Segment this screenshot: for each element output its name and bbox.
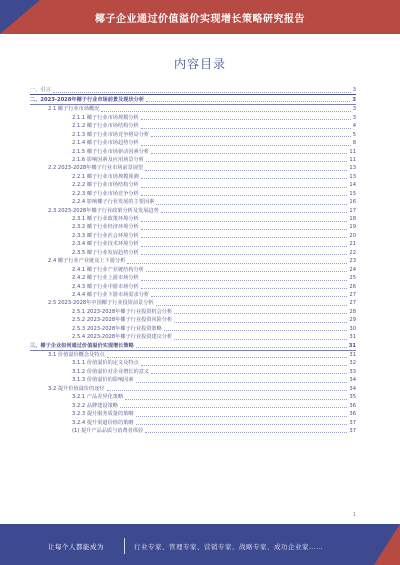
toc-entry[interactable]	[30, 86, 356, 95]
toc-entry-page: 36	[349, 402, 356, 409]
footer-bar	[0, 524, 400, 565]
toc-entry-label: 2.3.4 椰子行业技术环境分析	[72, 241, 139, 248]
toc-entry-label: 二、2023-2028年椰子行业市场前景及现状分析	[30, 96, 145, 103]
toc-entry[interactable]	[30, 248, 356, 256]
toc-leader-dots	[101, 111, 350, 112]
toc-entry-page: 32	[349, 360, 356, 367]
toc-leader-dots	[146, 101, 350, 102]
toc-entry-page: 11	[349, 148, 356, 155]
toc-leader-dots	[151, 296, 347, 297]
toc-leader-dots	[146, 271, 347, 272]
footer-corner-accent	[374, 524, 400, 565]
toc-entry-page: 15	[349, 190, 356, 197]
toc-entry-label: 2.3.3 椰子行业社会环境分析	[72, 232, 139, 239]
toc-leader-dots	[136, 382, 348, 383]
toc-entry[interactable]	[30, 198, 356, 206]
toc-entry-label: 3.1.3 价值溢价的影响因素	[72, 377, 134, 384]
toc-entry[interactable]	[30, 231, 356, 239]
toc-entry[interactable]	[30, 427, 356, 435]
toc-entry-page: 5	[352, 131, 356, 138]
toc-entry[interactable]	[30, 384, 356, 392]
toc-leader-dots	[156, 204, 347, 205]
toc-entry-page: 8	[352, 140, 356, 147]
toc-entry-label: 2.4.4 椰子行业下游市场需求分析	[72, 291, 150, 298]
toc-entry-page: 27	[349, 291, 356, 298]
toc-leader-dots	[174, 322, 347, 323]
toc-entry-page: 11	[349, 156, 356, 163]
toc-leader-dots	[141, 254, 348, 255]
toc-entry-page: 36	[349, 411, 356, 418]
toc-entry-label: 2.1.4 椰子行业市场趋势分析	[72, 140, 139, 147]
toc-entry[interactable]	[30, 401, 356, 409]
toc-entry[interactable]	[30, 257, 356, 265]
toc-entry-label: 3.1.2 价值溢价对企业增长的意义	[72, 368, 150, 375]
footer-slogan: 让每个人都能成为	[48, 543, 104, 551]
toc-entry-page: 13	[349, 173, 356, 180]
toc-entry-label: 3.2.1 产品差异化策略	[72, 394, 124, 401]
toc-entry[interactable]	[30, 265, 356, 273]
toc-entry-page: 3	[352, 106, 356, 113]
toc-entry[interactable]	[30, 156, 356, 164]
toc-entry[interactable]	[30, 282, 356, 290]
toc-entry-label: 2.1.5 椰子行业市场驱动因素分析	[72, 148, 150, 155]
toc-leader-dots	[146, 161, 347, 162]
toc-entry[interactable]	[30, 181, 356, 189]
toc-entry-label: (1) 提升产品品质与消费者体验	[72, 427, 144, 434]
toc-leader-dots	[141, 145, 351, 146]
toc-entry-page: 14	[349, 182, 356, 189]
toc-entry-label: 三、椰子企业如何通过价值溢价实现增长策略	[30, 342, 134, 349]
toc-entry-label: 一、引言	[30, 87, 51, 94]
toc-leader-dots	[161, 212, 348, 213]
toc-entry-label: 2.2.2 椰子行业市场结构分析	[72, 182, 139, 189]
toc-leader-dots	[136, 424, 348, 425]
toc-entry-label: 2.5.2 2023-2028年椰子行业投资风险分析	[72, 317, 173, 324]
toc-leader-dots	[174, 313, 347, 314]
toc-leader-dots	[141, 195, 348, 196]
toc-entry-label: 3.1 价值溢价概念及特点	[48, 352, 105, 358]
toc-entry-page: 24	[349, 266, 356, 273]
toc-entry-page: 3	[352, 96, 356, 103]
toc-entry[interactable]	[30, 122, 356, 130]
toc-leader-dots	[174, 339, 347, 340]
toc-heading: 内容目录	[173, 57, 226, 71]
toc-entry[interactable]	[30, 215, 356, 223]
toc-entry[interactable]	[30, 95, 356, 104]
toc-entry-label: 3.2.4 提升渠道价值的策略	[72, 419, 134, 426]
toc-entry[interactable]	[30, 333, 356, 341]
toc-leader-dots	[164, 330, 348, 331]
toc-entry[interactable]	[30, 291, 356, 299]
toc-leader-dots	[120, 407, 347, 408]
toc-leader-dots	[125, 399, 347, 400]
toc-leader-dots	[141, 280, 348, 281]
toc-entry[interactable]	[30, 341, 356, 350]
toc-entry-page: 3	[352, 87, 356, 94]
toc-entry-page: 31	[348, 342, 356, 349]
toc-leader-dots	[145, 170, 347, 171]
toc-leader-dots	[127, 263, 347, 264]
toc-entry-label: 2.3 2023-2028年椰子行业政策分析及发展趋势	[48, 207, 159, 214]
toc-entry-label: 2.1.2 椰子行业市场结构分析	[72, 123, 139, 130]
toc-entry-page: 29	[349, 317, 356, 324]
toc-entry-page: 31	[349, 352, 356, 358]
toc-entry[interactable]	[30, 105, 356, 113]
toc-entry[interactable]	[30, 410, 356, 418]
toc-entry-label: 2.1.1 椰子行业市场规模分析	[72, 114, 139, 121]
toc-leader-dots	[141, 187, 348, 188]
toc-entry-page: 25	[349, 275, 356, 282]
toc-entry-page: 18	[349, 216, 356, 222]
toc-leader-dots	[141, 178, 348, 179]
toc-leader-dots	[107, 357, 348, 358]
toc-entry-page: 37	[349, 427, 356, 434]
toc-leader-dots	[141, 365, 348, 366]
toc-entry-label: 2.2.1 椰子行业市场规模预测	[72, 173, 139, 180]
toc-entry-page: 17	[349, 207, 356, 214]
toc-entry-label: 2.4.3 椰子行业中游市场分析	[72, 283, 139, 290]
toc-entry[interactable]	[30, 240, 356, 248]
toc-entry[interactable]	[30, 376, 356, 384]
toc-entry-page: 35	[349, 394, 356, 401]
toc-entry-page: 4	[352, 123, 356, 130]
toc-leader-dots	[141, 246, 348, 247]
report-title: 椰子企业通过价值溢价实现增长策略研究报告	[95, 14, 305, 25]
toc-entry-label: 3.2 提升价值溢价的途径	[48, 385, 105, 392]
toc-entry[interactable]	[30, 393, 356, 401]
toc-entry[interactable]	[30, 299, 356, 307]
toc-entry-page: 13	[349, 165, 356, 172]
toc-entry-page: 30	[349, 325, 356, 332]
toc-entry-label: 3.2.3 提升服务质量的策略	[72, 411, 134, 418]
toc-entry-page: 21	[349, 241, 356, 248]
footer-divider	[124, 538, 125, 554]
toc-entry-label: 2.3.2 椰子行业经济环境分析	[72, 224, 139, 231]
toc-entry[interactable]	[30, 172, 356, 180]
toc-entry-label: 2.4.2 椰子行业上游市场分析	[72, 275, 139, 282]
toc-leader-dots	[151, 136, 351, 137]
toc-entry-label: 2.1 椰子行业市场概况	[48, 106, 100, 113]
toc-leader-dots	[141, 221, 348, 222]
toc-leader-dots	[136, 416, 348, 417]
toc-leader-dots	[145, 432, 347, 433]
toc-entry-label: 2.3.5 椰子行业发展趋势分析	[72, 249, 139, 256]
toc-entry-page: 3	[352, 114, 356, 121]
toc-entry-page: 34	[349, 385, 356, 392]
toc-entry-page: 23	[349, 258, 356, 265]
toc-entry[interactable]	[30, 147, 356, 155]
toc-leader-dots	[141, 229, 348, 230]
footer-tagline: 行业专家、管理专家、营销专家、战略专家、成功企业家……	[134, 543, 323, 551]
table-of-contents	[30, 86, 356, 435]
toc-entry-page: 16	[349, 199, 356, 206]
toc-entry[interactable]	[30, 189, 356, 197]
toc-entry-label: 2.2.4 影响椰子行业发展的主要因素	[72, 199, 155, 206]
toc-leader-dots	[141, 288, 348, 289]
toc-entry[interactable]	[30, 351, 356, 359]
toc-entry-label: 3.1.1 价值溢价的定义及特点	[72, 360, 139, 367]
toc-entry[interactable]	[30, 324, 356, 332]
toc-entry-page: 34	[349, 377, 356, 384]
toc-entry-label: 2.5 2023-2028年中国椰子行业投资前景分析	[48, 300, 154, 307]
toc-entry[interactable]	[30, 367, 356, 375]
toc-entry-page: 26	[349, 283, 356, 290]
toc-entry-label: 2.4.1 椰子行业产业链结构分析	[72, 266, 144, 273]
toc-entry-label: 2.5.3 2023-2028年椰子行业投资策略	[72, 325, 162, 332]
toc-entry-label: 3.2.2 品牌建设策略	[72, 402, 118, 409]
toc-entry[interactable]	[30, 307, 356, 315]
toc-leader-dots	[141, 237, 348, 238]
toc-leader-dots	[151, 373, 347, 374]
toc-leader-dots	[141, 119, 351, 120]
toc-entry[interactable]	[30, 418, 356, 426]
toc-entry[interactable]	[30, 223, 356, 231]
toc-entry[interactable]	[30, 316, 356, 324]
toc-entry[interactable]	[30, 164, 356, 172]
toc-leader-dots	[141, 128, 351, 129]
toc-entry-label: 2.2.3 椰子行业市场竞争分析	[72, 190, 139, 197]
toc-entry-page: 19	[349, 224, 356, 231]
toc-leader-dots	[53, 92, 351, 93]
toc-entry-label: 2.4 椰子行业产业链及上下游分析	[48, 258, 126, 265]
toc-leader-dots	[151, 153, 347, 154]
toc-entry-page: 28	[349, 308, 356, 315]
toc-entry-label: 2.5.1 2023-2028年椰子行业投资机会分析	[72, 308, 173, 315]
toc-entry-page: 22	[349, 249, 356, 256]
toc-entry-label: 2.5.4 2023-2028年椰子行业投资建议分析	[72, 334, 173, 341]
toc-entry[interactable]	[30, 130, 356, 138]
toc-entry-page: 27	[349, 300, 356, 307]
toc-entry[interactable]	[30, 274, 356, 282]
toc-entry[interactable]	[30, 359, 356, 367]
toc-entry[interactable]	[30, 113, 356, 121]
toc-entry-label: 2.1.6 影响因素及应用场景分析	[72, 156, 144, 163]
toc-entry[interactable]	[30, 206, 356, 214]
toc-entry-page: 37	[349, 419, 356, 426]
toc-entry-page: 31	[349, 334, 356, 341]
header-bar	[0, 0, 400, 34]
toc-leader-dots	[107, 390, 348, 391]
toc-entry-page: 33	[349, 368, 356, 375]
toc-leader-dots	[156, 305, 348, 306]
toc-entry-label: 2.2 2023-2028年椰子行业市场前景展望	[48, 165, 144, 172]
toc-entry[interactable]	[30, 139, 356, 147]
toc-entry-page: 20	[349, 232, 356, 239]
page-number: 1	[352, 512, 356, 518]
toc-entry-label: 2.3.1 椰子行业政策环境分析	[72, 216, 139, 222]
toc-entry-label: 2.1.3 椰子行业市场竞争格局分析	[72, 131, 150, 138]
toc-leader-dots	[136, 347, 347, 348]
